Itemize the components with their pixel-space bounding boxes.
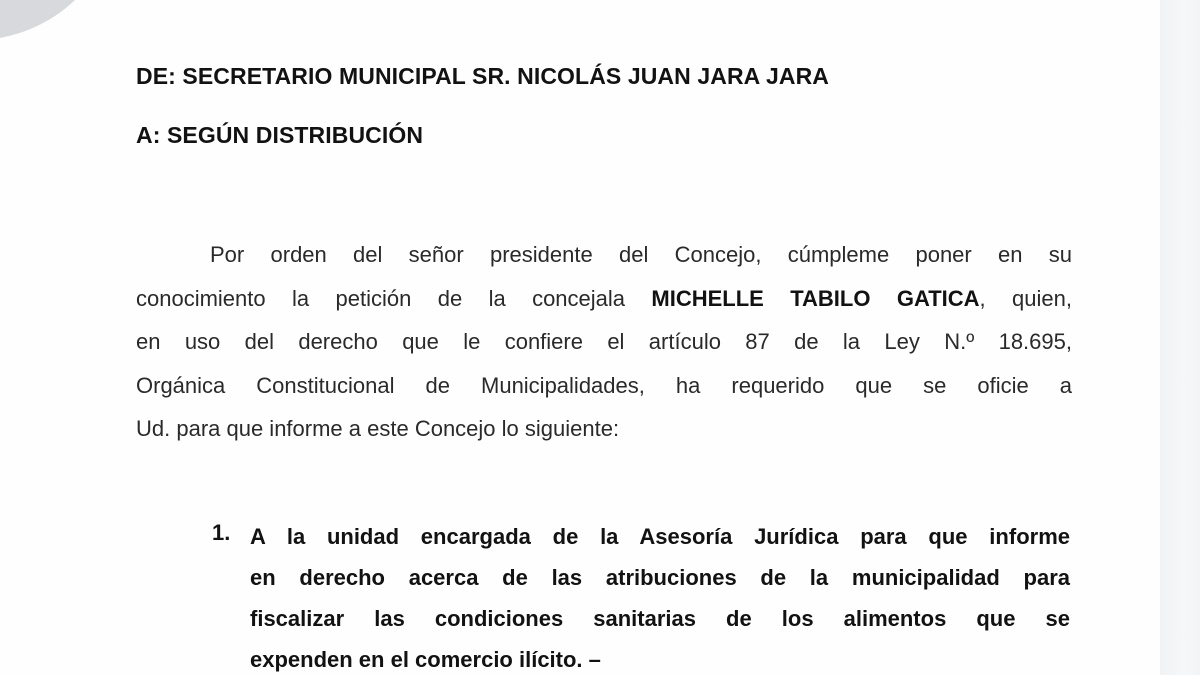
list-item-line: fiscalizar las condiciones sanitarias de los alimentos que se [250, 606, 1070, 631]
body-paragraph [136, 233, 1072, 451]
paragraph-text: , quien, [979, 285, 1072, 311]
paragraph-text: conocimiento la petición de la concejala [136, 285, 652, 311]
list-item-number: 1. [212, 520, 231, 545]
right-margin [1160, 0, 1200, 675]
paragraph-line: Ud. para que informe a este Concejo lo siguiente: [136, 416, 620, 441]
list-item-line: A la unidad encargada de la Asesoría Jurídica para que informe [250, 524, 1070, 549]
paragraph-line: Por orden del señor presidente del Concejo, cúmpleme poner en su [210, 242, 1072, 267]
paragraph-line: en uso del derecho que le confiere el artículo 87 de la Ley N.º 18.695, [136, 329, 1072, 354]
councilwoman-name: MICHELLE TABILO GATICA [651, 285, 980, 311]
to-line: A: SEGÚN DISTRIBUCIÓN [136, 122, 424, 148]
corner-decoration [0, 0, 120, 40]
list-item [250, 516, 1070, 675]
list-item-line: expenden en el comercio ilícito. – [250, 647, 601, 672]
list-item-line: en derecho acerca de las atribuciones de la municipalidad para [250, 565, 1070, 590]
paragraph-line: Orgánica Constitucional de Municipalidades, ha requerido que se oficie a [136, 372, 1072, 398]
paragraph-line [136, 277, 1072, 321]
from-line: DE: SECRETARIO MUNICIPAL SR. NICOLÁS JUAN JARA JARA [136, 63, 830, 89]
